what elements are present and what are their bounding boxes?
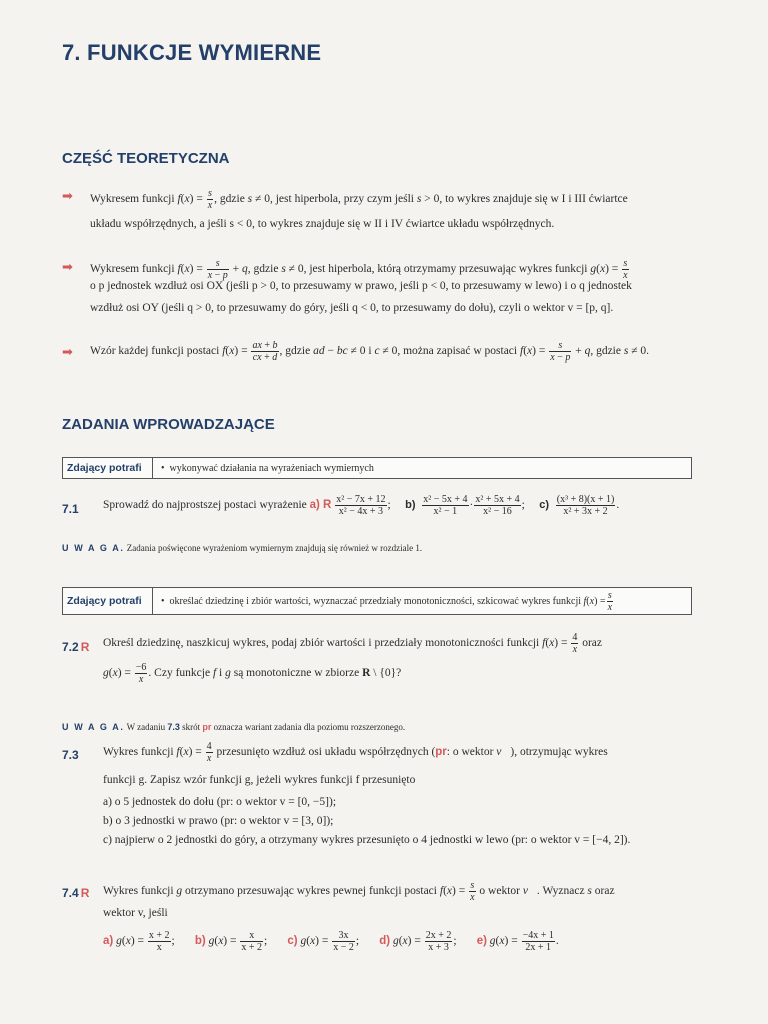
option-e-label: e) [476,935,487,948]
note-1: U W A G A. Zadania poświęcone wyrażeniom wymiernym znajdują się również w rozdziale 1. [62,543,423,553]
skills-box-2: Zdający potrafi • określać dziedzinę i zbiór wartości, wyznaczać przedziały monotoniczności, szkicować wykres funkcji f ( x ) = s x [62,587,692,615]
theory-item-3-line-1: Wzór każdej funkcji postaci f(x) = $\frac{ax + b}{cx + d}$ , gdzie ad − bc ≠ 0 i c ≠ 0, można zapisać w postaci f(x) = $\frac{s}{x - p}$ + q, gdzie s ≠ 0. [90,340,650,363]
task-7-4-line-2: wektor v, jeśli [103,907,168,919]
task-7-3-option-a: a) o 5 jednostek do dołu (pr: o wektor v = [0, −5]); [103,796,337,808]
task-number: 7.1 [62,502,79,516]
option-d-label: d) [379,935,391,948]
bullet: • [161,595,165,607]
option-c-label: c) [539,499,549,512]
skills-box-label: Zdający potrafi [63,588,153,614]
task-number: 7.4 R [62,886,90,900]
theory-item-2-line-3: wzdłuż osi OY (jeśli q > 0, to przesuwamy do góry, jeśli q < 0, to przesuwamy do dołu), czyli o wektor v = [p, q]. [90,302,614,314]
theory-item-1-line-1: Wykresem funkcji f(x) = $\frac{s}{x}$ , gdzie s ≠ 0, jest hiperbola, przy czym jeśli s > 0, to wykres znajduje się w I i III ćwiartce [90,188,628,211]
option-a-label: a) [103,935,114,948]
task-7-3-line-1: Wykres funkcji f(x) = $\frac{4}{x}$ przesunięto wzdłuż osi układu współrzędnych (pr: o wektor v⃗), otrzymując wykres [103,741,608,764]
option-c-label: c) [287,935,298,948]
task-7-3-option-b: b) o 3 jednostki w prawo (pr: o wektor v = [3, 0]); [103,815,334,827]
option-b-label: b) [194,935,206,948]
task-7-4-line-1: Wykres funkcji g otrzymano przesuwając wykres pewnej funkcji postaci f(x) = $\frac{s}{x}$ o wektor v⃗. Wyznacz s oraz [103,880,615,903]
task-7-3-option-c: c) najpierw o 2 jednostki do góry, a otrzymany wykres przesunięto o 4 jednostki w lewo (pr: o wektor v = [−4, 2]). [103,834,631,846]
skills-box-label: Zdający potrafi [63,458,153,478]
theory-item-2-line-2: o p jednostek wzdłuż osi OX (jeśli p > 0, to przesuwamy w prawo, jeśli p < 0, to przesuwamy w lewo) i o q jednostek [90,280,632,292]
arrow-icon: ➡ [62,345,73,360]
section-title-theory: CZĘŚĆ TEORETYCZNA [62,150,230,167]
option-a-label: a) R [309,499,332,512]
arrow-icon: ➡ [62,189,73,204]
skills-box-1 [62,457,692,479]
chapter-title: 7. FUNKCJE WYMIERNE [62,40,322,65]
task-number: 7.2 R [62,640,90,654]
task-number: 7.3 [62,748,79,762]
task-7-1: Sprowadź do najprostszej postaci wyrażenie a) R $\frac{\text{x² − 7x + 12}}{\text{x² − 4x + 3}}$ ; b) $\frac{\text{x² − 5x + 4}}{\text{x² − 1}}$ · $\frac{\text{x² + 5x + 4}}{\text{x² − 16}}$ ; c) $\frac{\text{(x³ + 8)(x + 1)}}{\text{x² + 3x + 2}}$ . [103,494,620,517]
section-title-tasks: ZADANIA WPROWADZAJĄCE [62,416,275,433]
skills-box-text: wykonywać działania na wyrażeniach wymiernych [169,462,374,474]
arrow-icon: ➡ [62,260,73,275]
note-2: U W A G A. W zadaniu 7.3 skrót pr oznacza wariant zadania dla poziomu rozszerzonego. [62,722,406,732]
task-7-2-line-2: g(x) = $\frac{-6}{x}$ . Czy funkcje f i g są monotoniczne w zbiorze R \ {0}? [103,662,402,685]
theory-item-2-line-1: Wykresem funkcji f(x) = $\frac{s}{x - p}$ + q, gdzie s ≠ 0, jest hiperbola, którą otrzymamy przesuwając wykres funkcji g(x) = $\frac{s}{x}$ [90,258,628,281]
task-7-3-line-2: funkcji g. Zapisz wzór funkcji g, jeżeli wykres funkcji f przesunięto [103,774,416,786]
option-b-label: b) [405,499,416,512]
bullet: • [161,462,165,474]
task-7-2-line-1: Określ dziedzinę, naszkicuj wykres, podaj zbiór wartości i przedziały monotoniczności funkcji f(x) = $\frac{4}{x}$ oraz [103,632,603,655]
task-7-4-options: a) g(x) = $\frac{x + 2}{x}$ ; b) g(x) = $\frac{x}{x + 2}$ ; c) g(x) = $\frac{3x}{x - 2}$ ; d) g(x) = $\frac{2x + 2}{x + 3}$ ; e) g(x) = $\frac{-4x + 1}{2x + 1}$ . [103,930,559,953]
theory-item-1-line-2: układu współrzędnych, a jeśli s < 0, to wykres znajduje się w II i IV ćwiartce układu współrzędnych. [90,218,555,230]
